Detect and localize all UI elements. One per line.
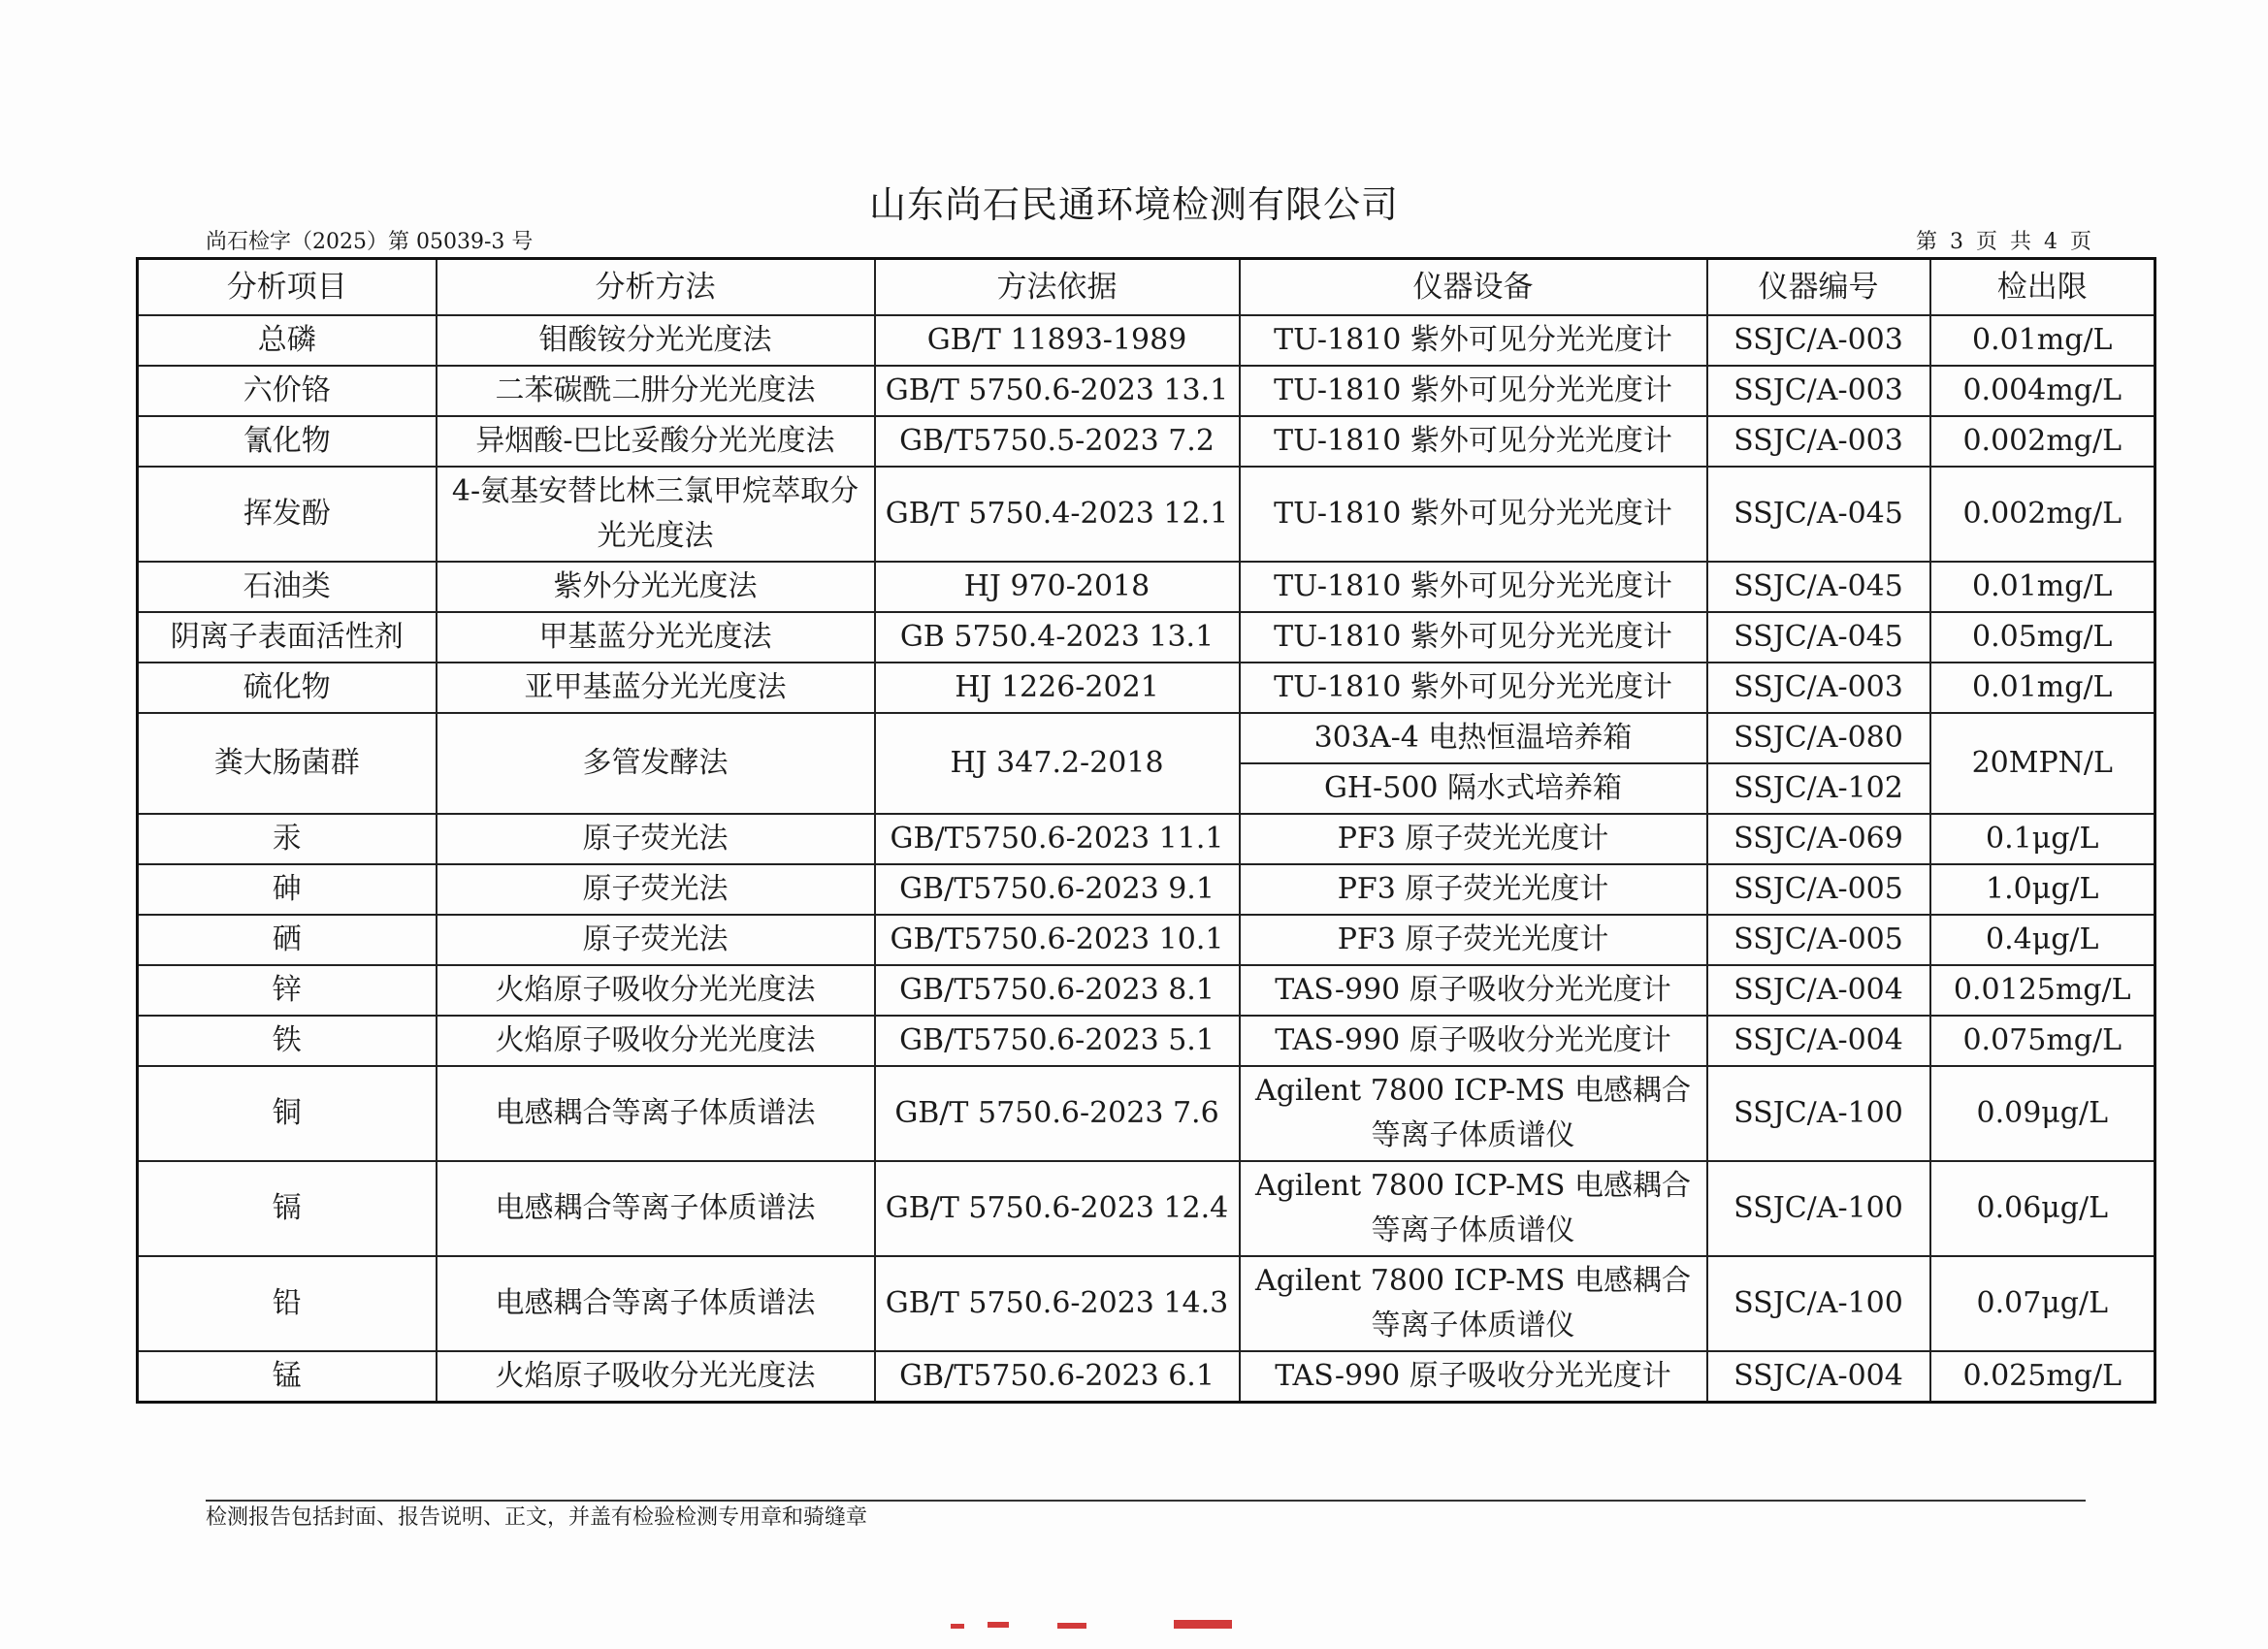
cell-instrument: Agilent 7800 ICP-MS 电感耦合等离子体质谱仪: [1240, 1161, 1707, 1256]
cell-instrument: Agilent 7800 ICP-MS 电感耦合等离子体质谱仪: [1240, 1256, 1707, 1351]
cell-limit: 0.4μg/L: [1930, 915, 2155, 965]
cell-instrument-no: SSJC/A-003: [1707, 416, 1930, 467]
cell-limit: 0.002mg/L: [1930, 416, 2155, 467]
cell-limit: 0.06μg/L: [1930, 1161, 2155, 1256]
cell-basis: GB/T5750.6-2023 9.1: [875, 864, 1240, 915]
cell-basis: GB/T 5750.6-2023 14.3: [875, 1256, 1240, 1351]
cell-instrument: TAS-990 原子吸收分光光度计: [1240, 1016, 1707, 1066]
cell-method: 多管发酵法: [437, 713, 875, 814]
cell-item: 锌: [138, 965, 437, 1016]
table-row: [138, 1066, 2155, 1161]
cell-basis: GB/T 11893-1989: [875, 315, 1240, 366]
cell-instrument: Agilent 7800 ICP-MS 电感耦合等离子体质谱仪: [1240, 1066, 1707, 1161]
report-number: 尚石检字（2025）第 05039-3 号: [206, 230, 534, 254]
table-row: [138, 814, 2155, 864]
cell-method: 甲基蓝分光光度法: [437, 612, 875, 663]
cell-method: 火焰原子吸收分光光度法: [437, 965, 875, 1016]
cell-limit: 0.01mg/L: [1930, 562, 2155, 612]
cell-limit: 0.004mg/L: [1930, 366, 2155, 416]
cell-limit: 1.0μg/L: [1930, 864, 2155, 915]
cell-instrument-no: SSJC/A-045: [1707, 562, 1930, 612]
cell-method: 紫外分光光度法: [437, 562, 875, 612]
cell-basis: HJ 347.2-2018: [875, 713, 1240, 814]
cell-basis: GB/T5750.5-2023 7.2: [875, 416, 1240, 467]
table-row: [138, 663, 2155, 713]
cell-basis: HJ 970-2018: [875, 562, 1240, 612]
table-row: [138, 864, 2155, 915]
page-number: 第 3 页 共 4 页: [1916, 230, 2091, 254]
header-cell-method: 分析方法: [437, 259, 875, 316]
cell-instrument: TU-1810 紫外可见分光光度计: [1240, 612, 1707, 663]
table-row: [138, 915, 2155, 965]
table-row: [138, 467, 2155, 562]
cell-item: 汞: [138, 814, 437, 864]
cell-limit: 0.05mg/L: [1930, 612, 2155, 663]
cell-instrument: PF3 原子荧光光度计: [1240, 864, 1707, 915]
cell-instrument-no: SSJC/A-003: [1707, 315, 1930, 366]
cell-method: 原子荧光法: [437, 814, 875, 864]
cell-item: 氰化物: [138, 416, 437, 467]
cell-basis: GB/T 5750.6-2023 7.6: [875, 1066, 1240, 1161]
header-cell-item: 分析项目: [138, 259, 437, 316]
cell-method: 原子荧光法: [437, 864, 875, 915]
cell-basis: GB/T5750.6-2023 11.1: [875, 814, 1240, 864]
cell-item: 挥发酚: [138, 467, 437, 562]
table-row: [138, 1256, 2155, 1351]
cell-method: 火焰原子吸收分光光度法: [437, 1016, 875, 1066]
analysis-method-table: [136, 257, 2156, 1404]
cell-instrument-no: SSJC/A-069: [1707, 814, 1930, 864]
footer-note: 检测报告包括封面、报告说明、正文，并盖有检验检测专用章和骑缝章: [206, 1505, 868, 1530]
cell-instrument: TAS-990 原子吸收分光光度计: [1240, 1351, 1707, 1403]
cell-item: 阴离子表面活性剂: [138, 612, 437, 663]
cell-item: 铅: [138, 1256, 437, 1351]
cell-item: 镉: [138, 1161, 437, 1256]
cell-instrument-no: SSJC/A-045: [1707, 467, 1930, 562]
header-cell-limit: 检出限: [1930, 259, 2155, 316]
cell-instrument-no: SSJC/A-004: [1707, 1016, 1930, 1066]
cell-instrument: TAS-990 原子吸收分光光度计: [1240, 965, 1707, 1016]
table-row: [138, 612, 2155, 663]
cell-limit: 0.01mg/L: [1930, 315, 2155, 366]
cell-instrument-no: SSJC/A-003: [1707, 663, 1930, 713]
cell-instrument-no: SSJC/A-045: [1707, 612, 1930, 663]
cell-instrument-no: SSJC/A-004: [1707, 1351, 1930, 1403]
table-row: [138, 416, 2155, 467]
cell-instrument-no: SSJC/A-102: [1707, 763, 1930, 814]
cell-instrument-no: SSJC/A-004: [1707, 965, 1930, 1016]
cell-method: 电感耦合等离子体质谱法: [437, 1066, 875, 1161]
cell-item: 砷: [138, 864, 437, 915]
cell-limit: 0.0125mg/L: [1930, 965, 2155, 1016]
table-row: [138, 1351, 2155, 1403]
cell-item: 锰: [138, 1351, 437, 1403]
cell-item: 总磷: [138, 315, 437, 366]
cell-instrument-no: SSJC/A-100: [1707, 1256, 1930, 1351]
cell-instrument-no: SSJC/A-005: [1707, 915, 1930, 965]
header-cell-basis: 方法依据: [875, 259, 1240, 316]
table-row: [138, 366, 2155, 416]
cell-method: 4-氨基安替比林三氯甲烷萃取分光光度法: [437, 467, 875, 562]
cell-limit: 0.075mg/L: [1930, 1016, 2155, 1066]
table-row: [138, 562, 2155, 612]
cell-instrument: PF3 原子荧光光度计: [1240, 814, 1707, 864]
cell-method: 二苯碳酰二肼分光光度法: [437, 366, 875, 416]
cell-method: 原子荧光法: [437, 915, 875, 965]
cell-instrument: 303A-4 电热恒温培养箱: [1240, 713, 1707, 763]
cell-item: 石油类: [138, 562, 437, 612]
cell-instrument: TU-1810 紫外可见分光光度计: [1240, 366, 1707, 416]
cell-instrument: TU-1810 紫外可见分光光度计: [1240, 416, 1707, 467]
cell-instrument-no: SSJC/A-003: [1707, 366, 1930, 416]
cell-basis: GB/T5750.6-2023 5.1: [875, 1016, 1240, 1066]
cell-instrument: TU-1810 紫外可见分光光度计: [1240, 315, 1707, 366]
cell-limit: 0.07μg/L: [1930, 1256, 2155, 1351]
cell-method: 电感耦合等离子体质谱法: [437, 1256, 875, 1351]
cell-instrument-no: SSJC/A-100: [1707, 1066, 1930, 1161]
table-row: [138, 1161, 2155, 1256]
cell-item: 粪大肠菌群: [138, 713, 437, 814]
cell-limit: 0.01mg/L: [1930, 663, 2155, 713]
header-cell-instrument: 仪器设备: [1240, 259, 1707, 316]
cell-basis: GB/T5750.6-2023 8.1: [875, 965, 1240, 1016]
cell-instrument-no: SSJC/A-100: [1707, 1161, 1930, 1256]
cell-method: 电感耦合等离子体质谱法: [437, 1161, 875, 1256]
table-row: [138, 315, 2155, 366]
cell-instrument-no: SSJC/A-005: [1707, 864, 1930, 915]
cell-instrument-no: SSJC/A-080: [1707, 713, 1930, 763]
cell-instrument: TU-1810 紫外可见分光光度计: [1240, 562, 1707, 612]
cell-instrument: GH-500 隔水式培养箱: [1240, 763, 1707, 814]
cell-item: 硫化物: [138, 663, 437, 713]
cell-instrument: PF3 原子荧光光度计: [1240, 915, 1707, 965]
cell-item: 铜: [138, 1066, 437, 1161]
cell-item: 硒: [138, 915, 437, 965]
cell-item: 六价铬: [138, 366, 437, 416]
cell-basis: GB 5750.4-2023 13.1: [875, 612, 1240, 663]
cell-item: 铁: [138, 1016, 437, 1066]
cell-limit: 0.025mg/L: [1930, 1351, 2155, 1403]
cell-basis: HJ 1226-2021: [875, 663, 1240, 713]
cell-basis: GB/T5750.6-2023 10.1: [875, 915, 1240, 965]
table-header-row: [138, 259, 2155, 316]
cell-limit: 0.09μg/L: [1930, 1066, 2155, 1161]
cell-limit: 0.1μg/L: [1930, 814, 2155, 864]
stamp-trace-icon: [951, 1618, 1251, 1632]
table-row: [138, 1016, 2155, 1066]
cell-basis: GB/T5750.6-2023 6.1: [875, 1351, 1240, 1403]
cell-basis: GB/T 5750.4-2023 12.1: [875, 467, 1240, 562]
cell-method: 异烟酸-巴比妥酸分光光度法: [437, 416, 875, 467]
header-cell-instrument-no: 仪器编号: [1707, 259, 1930, 316]
cell-limit: 0.002mg/L: [1930, 467, 2155, 562]
company-title: 山东尚石民通环境检测有限公司: [868, 183, 1399, 226]
cell-method: 亚甲基蓝分光光度法: [437, 663, 875, 713]
cell-basis: GB/T 5750.6-2023 13.1: [875, 366, 1240, 416]
cell-basis: GB/T 5750.6-2023 12.4: [875, 1161, 1240, 1256]
cell-limit: 20MPN/L: [1930, 713, 2155, 814]
cell-instrument: TU-1810 紫外可见分光光度计: [1240, 467, 1707, 562]
table-row: [138, 713, 2155, 763]
cell-method: 钼酸铵分光光度法: [437, 315, 875, 366]
table-row: [138, 965, 2155, 1016]
cell-instrument: TU-1810 紫外可见分光光度计: [1240, 663, 1707, 713]
cell-method: 火焰原子吸收分光光度法: [437, 1351, 875, 1403]
